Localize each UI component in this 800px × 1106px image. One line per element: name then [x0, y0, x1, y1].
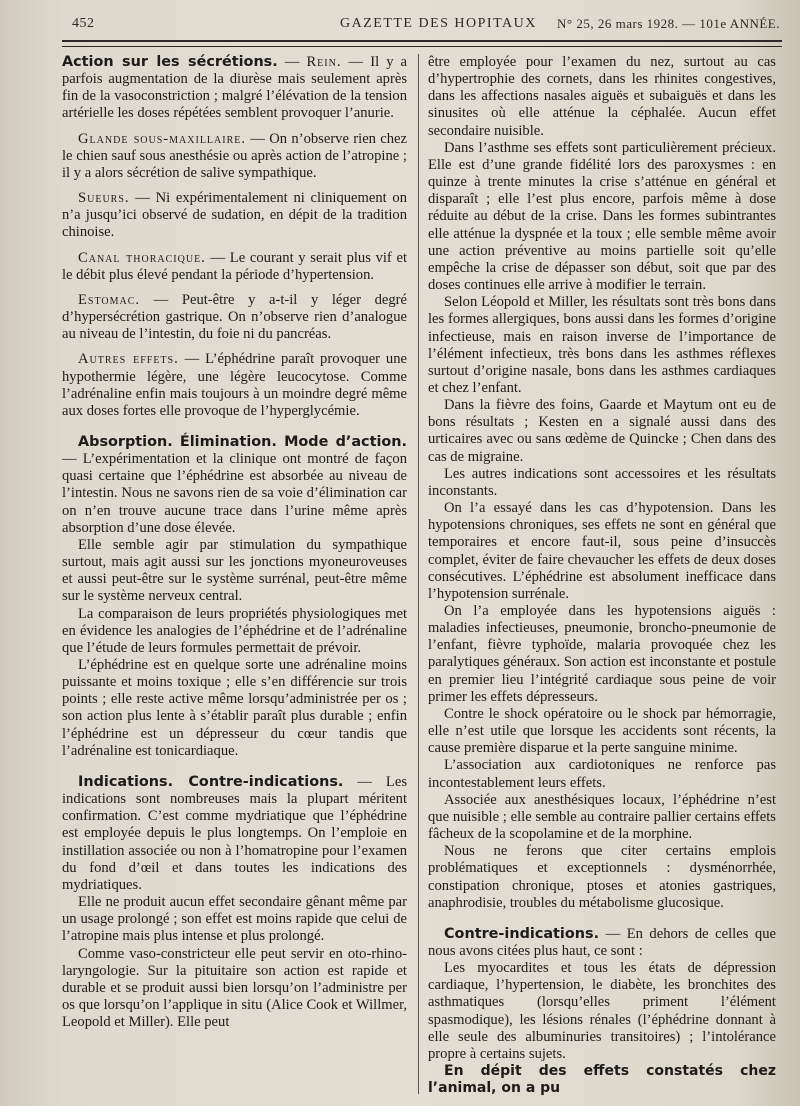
subsection-label: Canal thoracique. — [78, 249, 206, 266]
subsection-label: Glande sous-maxillaire. — [78, 130, 247, 147]
paragraph: Absorption. Élimination. Mode d’action. — L’expérimentation et la clinique ont montré de façon quasi certaine que l’éphédrine est absorbée au niveau de l’intestin. Nous ne savons rien de sa voie d’élimination car on n’en trouve aucune trace dans l’urine même après absorption d’une dose élevée. — [62, 433, 407, 536]
paragraph: être employée pour l’examen du nez, surtout au cas d’hypertrophie des cornets, dans les rhinites congestives, dans les affections nasales aiguës et subaiguës et dans les sinusites où elle atténue la céphalée. Aucun effet secondaire nuisible. — [428, 54, 776, 139]
section-heading: Indications. Contre-indications. — [78, 773, 344, 790]
paragraph: L’éphédrine est en quelque sorte une adrénaline moins puissante et moins toxique ; elle s’en différencie sur trois points ; elle reste active même lorsqu’administrée per os ; son action plus lente à s’établir paraît plus durable ; enfin l’éphédrine est un dépresseur du cœur tandis que l’adrénaline est tonicardiaque. — [62, 657, 407, 759]
running-header — [62, 14, 782, 36]
issue-info: N° 25, 26 mars 1928. — 101e ANNÉE. — [557, 16, 780, 31]
paragraph-text: Les indications sont nombreuses mais la plupart méritent confirmation. C’est comme mydriatique que l’éphédrine est employée depuis le plus longtemps. On l’emploie en instillation associée ou non à l’homatropine pour l’examen du fond d’œil et dans toutes les indications des mydriatiques. — [62, 773, 407, 893]
paragraph: Elle ne produit aucun effet secondaire gênant même par un usage prolongé ; son effet est moins rapide que celui de l’atropine mais plus intense et plus prolongé. — [62, 894, 407, 945]
header-rule — [62, 40, 782, 47]
paragraph: Glande sous-maxillaire. — On n’observe rien chez le chien sauf sous anesthésie ou après action de l’atropine ; il y a alors sécrétion de salive sympathique. — [62, 130, 408, 181]
journal-title: GAZETTE DES HOPITAUX — [340, 16, 537, 31]
page-number: 452 — [72, 16, 95, 31]
paragraph-lead: En dépit des effets constatés chez l’animal, on a pu — [428, 1063, 776, 1097]
paragraph: Contre-indications. — En dehors de celles que nous avons citées plus haut, ce sont : — [428, 925, 776, 959]
paragraph: Autres effets. — L’éphédrine paraît provoquer une hypothermie légère, une légère leucocytose. Comme l’adrénaline enfin mais toujours à un moindre degré même aux doses fortes elle provoque de l’hyperglycémie. — [62, 351, 407, 419]
paragraph: L’association aux cardiotoniques ne renforce pas incontestablement leurs effets. — [428, 757, 776, 791]
paragraph: Sueurs. — Ni expérimentalement ni cliniquement on n’a jusqu’ici observé de sudation, en dépit de la tradition chinoise. — [62, 190, 408, 241]
section-heading: Contre-indications. — [444, 925, 600, 942]
paragraph: Action sur les sécrétions. — Rein. — Il y a parfois augmentation de la diurèse mais seulement après fin de la vasoconstriction ; malgré l’élévation de la tension artérielle les doses répétées semblent provoquer l’anurie. — [62, 54, 408, 122]
subsection-label: Sueurs. — [78, 190, 130, 207]
paragraph: La comparaison de leurs propriétés physiologiques met en évidence les analogies de l’éphédrine et de l’adrénaline que l’étude de leurs formules permettait de prévoir. — [62, 605, 407, 656]
paragraph: On l’a essayé dans les cas d’hypotension. Dans les hypotensions chroniques, ses effets ne sont en général que temporaires et encore faut-il, sous peine d’insuccès complet, éviter de faire chevaucher les effets de deux doses consécutives. L’éphédrine est absolument inefficace dans l’hypotension surrénale. — [428, 500, 776, 602]
paragraph: Dans l’asthme ses effets sont particulièrement précieux. Elle est d’une grande fidélité lors des paroxysmes : en quinze à trente minutes la crise s’atténue en général et disparaît ; elle l’est plus encore, parfois même à dose réduite au début de la crise. Dans les formes subintrantes elle atténue la dyspnée et la toux ; elle semble même avoir une action préventive au moins partielle soit qu’elle empêche la crise de dépasser son début, soit que par des doses continues elle arrive à modifier le terrain. — [428, 139, 776, 294]
paragraph-text: Peut-être y a-t-il y léger degré d’hypersécrétion gastrique. On n’observe rien d’analogue au niveau de l’intestin, du foie ni du pancréas. — [62, 291, 407, 343]
section-heading: Action sur les sécrétions. — [62, 54, 278, 70]
paragraph-text: Ni expérimentalement ni cliniquement on n’a jusqu’ici observé de sudation, en dépit de la tradition chinoise. — [62, 190, 408, 241]
paragraph: Selon Léopold et Miller, les résultats sont très bons dans les formes allergiques, bons aussi dans les formes d’origine infectieuse, mais en raison inverse de l’importance de l’élément infectieux, très bons dans les asthmes réflexes surtout d’origine nasale, bons dans les asthmes cardiaques et chez l’enfant. — [428, 294, 776, 396]
paragraph-text: Le courant y serait plus vif et le débit plus élevé pendant la période d’hypertension. — [62, 249, 407, 283]
left-column — [62, 54, 407, 1031]
paragraph-text: On n’observe rien chez le chien sauf sous anesthésie ou après action de l’atropine ; il y a alors sécrétion de salive sympathique. — [62, 130, 408, 181]
paragraph: Les myocardites et tous les états de dépression cardiaque, l’hypertension, le diabète, les bronchites des asthmatiques (lorsqu’elles priment l’élément spasmodique), les lésions rénales (l’éphédrine donnant à elle seule des albuminuries transitoires) ; l’intolérance propre à certains sujets. — [428, 960, 776, 1062]
paragraph-text: L’éphédrine paraît provoquer une hypothermie légère, une légère leucocytose. Comme l’adrénaline enfin mais toujours à un moindre degré même aux doses fortes elle provoque de l’hyperglycémie. — [62, 351, 407, 419]
paragraph: Les autres indications sont accessoires et les résultats inconstants. — [428, 465, 776, 499]
section-heading: Absorption. Élimination. Mode d’action. — [78, 433, 407, 450]
paragraph: Dans la fièvre des foins, Gaarde et Maytum ont eu de bons résultats ; Kesten en a signalé aussi dans des urticaires avec ou sans œdème de Quincke ; Chen dans des cas de migraine. — [428, 397, 776, 465]
paragraph: Nous ne ferons que citer certains emplois problématiques et exceptionnels : dysménorrhée, constipation chronique, ptoses et atonies gastriques, anaphrodisie, troubles du métabolisme glucosique. — [428, 843, 776, 911]
paragraph: Indications. Contre-indications. — Les indications sont nombreuses mais la plupart méritent confirmation. C’est comme mydriatique que l’éphédrine est employée depuis le plus longtemps. On l’emploie en instillation associée ou non à l’homatropine pour l’examen du fond d’œil et dans toutes les indications des mydriatiques. — [62, 773, 407, 893]
paragraph-text: Il y a parfois augmentation de la diurèse mais seulement après fin de la vasoconstriction ; malgré l’élévation de la tension artérielle les doses répétées semblent provoquer l’anurie. — [62, 54, 408, 122]
paragraph: Elle semble agir par stimulation du sympathique surtout, mais agit aussi sur les jonctions myoneuroveuses et aussi peut-être sur le système surrénal, peut-être même sur le système nerveux central. — [62, 536, 407, 605]
paragraph-text: L’expérimentation et la clinique ont montré de façon quasi certaine que l’éphédrine est absorbée au niveau de l’intestin. Nous ne savons rien de sa voie d’élimination car on n’en trouve aucune trace dans l’urine même après absorption d’une dose élevée. — [62, 451, 407, 536]
paragraph: On l’a employée dans les hypotensions aiguës : maladies infectieuses, pneumonie, broncho-pneumonie de l’enfant, fièvre typhoïde, malaria provoquée chez les paralytiques généraux. Son action est inconstante et postule en premier lieu l’intégrité cardiaque sous peine de voir primer les effets dépresseurs. — [428, 603, 776, 705]
subsection-label: Autres effets. — [78, 351, 179, 368]
paragraph-text: En dehors de celles que nous avons citées plus haut, ce sont : — [428, 925, 776, 959]
paragraph: Estomac. — Peut-être y a-t-il y léger degré d’hypersécrétion gastrique. On n’observe rien d’analogue au niveau de l’intestin, du foie ni du pancréas. — [62, 291, 407, 343]
paragraph: Contre le shock opératoire ou le shock par hémorragie, elle n’est utile que lorsque les accidents sont récents, la cause première disparue et la perte sanguine minime. — [428, 705, 776, 757]
subsection-label: Estomac. — [78, 291, 141, 308]
paragraph: Associée aux anesthésiques locaux, l’éphédrine n’est que nuisible ; elle semble au contraire pallier certains effets fâcheux de la scopolamine et de la morphine. — [428, 791, 776, 843]
paragraph — [428, 1063, 776, 1097]
paragraph: Canal thoracique. — Le courant y serait plus vif et le débit plus élevé pendant la période d’hypertension. — [62, 249, 407, 283]
subsection-label: Rein. — [306, 54, 342, 70]
paragraph: Comme vaso-constricteur elle peut servir en oto-rhino-laryngologie. Sur la pituitaire son action est rapide et durable et se produit aussi bien lorsqu’on l’administre per os que lorsqu’on l’applique in situ (Alice Cook et Willmer, Leopold et Miller). Elle peut — [62, 945, 407, 1031]
right-column — [428, 54, 776, 1097]
column-divider — [418, 54, 419, 1094]
